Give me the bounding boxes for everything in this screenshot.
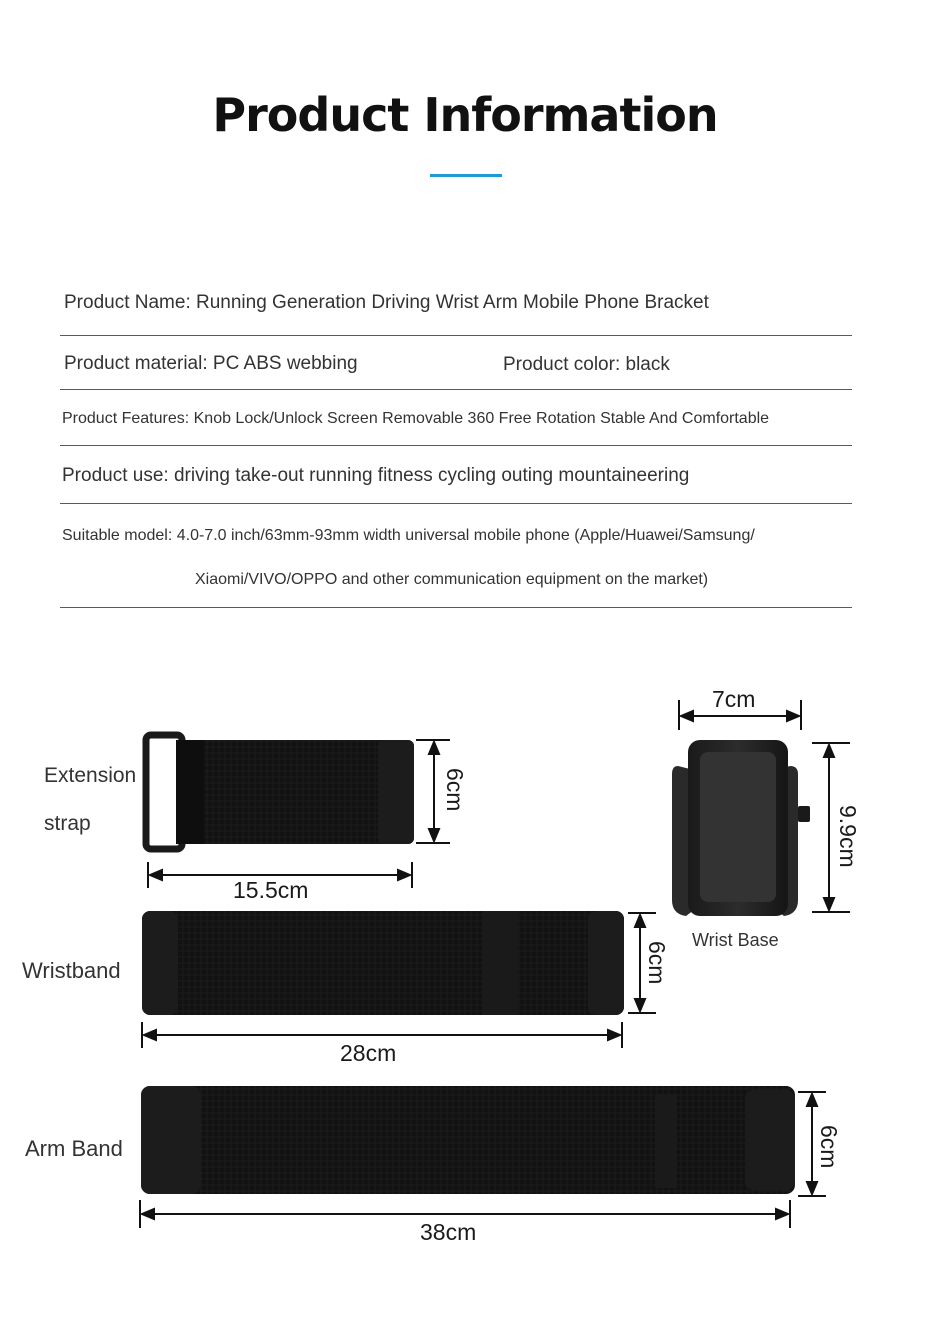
wrist-base-label: Wrist Base (692, 930, 779, 950)
arm-band-width-label: 6cm (816, 1125, 842, 1169)
extension-strap-label-line2: strap (44, 812, 91, 835)
wrist-base-image (672, 740, 810, 916)
arm-band-length-label: 38cm (420, 1219, 477, 1245)
extension-strap-image (146, 735, 414, 849)
spec-product-color: Product color: black (503, 354, 670, 375)
spec-product-material: Product material: PC ABS webbing (64, 353, 358, 374)
extension-strap-label-line1: Extension (44, 764, 137, 787)
wristband-image (142, 911, 624, 1015)
spec-suitable-model-line2: Xiaomi/VIVO/OPPO and other communication equipment on the market) (195, 571, 709, 588)
spec-suitable-model-line1: Suitable model: 4.0-7.0 inch/63mm-93mm width universal mobile phone (Apple/Huawei/Samsung/ (62, 527, 755, 544)
arm-band-label: Arm Band (25, 1136, 123, 1161)
wristband-width-label: 6cm (644, 941, 670, 985)
extension-strap-length-label: 15.5cm (233, 877, 309, 903)
arm-band-image (141, 1086, 795, 1194)
wristband-label: Wristband (22, 958, 121, 983)
extension-strap-width-label: 6cm (442, 768, 468, 812)
spec-product-use: Product use: driving take-out running fitness cycling outing mountaineering (62, 465, 690, 486)
wrist-base-width-label: 7cm (712, 686, 756, 712)
spec-product-features: Product Features: Knob Lock/Unlock Screen Removable 360 Free Rotation Stable And Comfortable (62, 410, 770, 427)
wrist-base-height-label: 9.9cm (835, 805, 861, 868)
wristband-length-label: 28cm (340, 1040, 397, 1066)
page-title: Product Information (212, 88, 718, 142)
spec-product-name: Product Name: Running Generation Driving Wrist Arm Mobile Phone Bracket (64, 292, 709, 313)
